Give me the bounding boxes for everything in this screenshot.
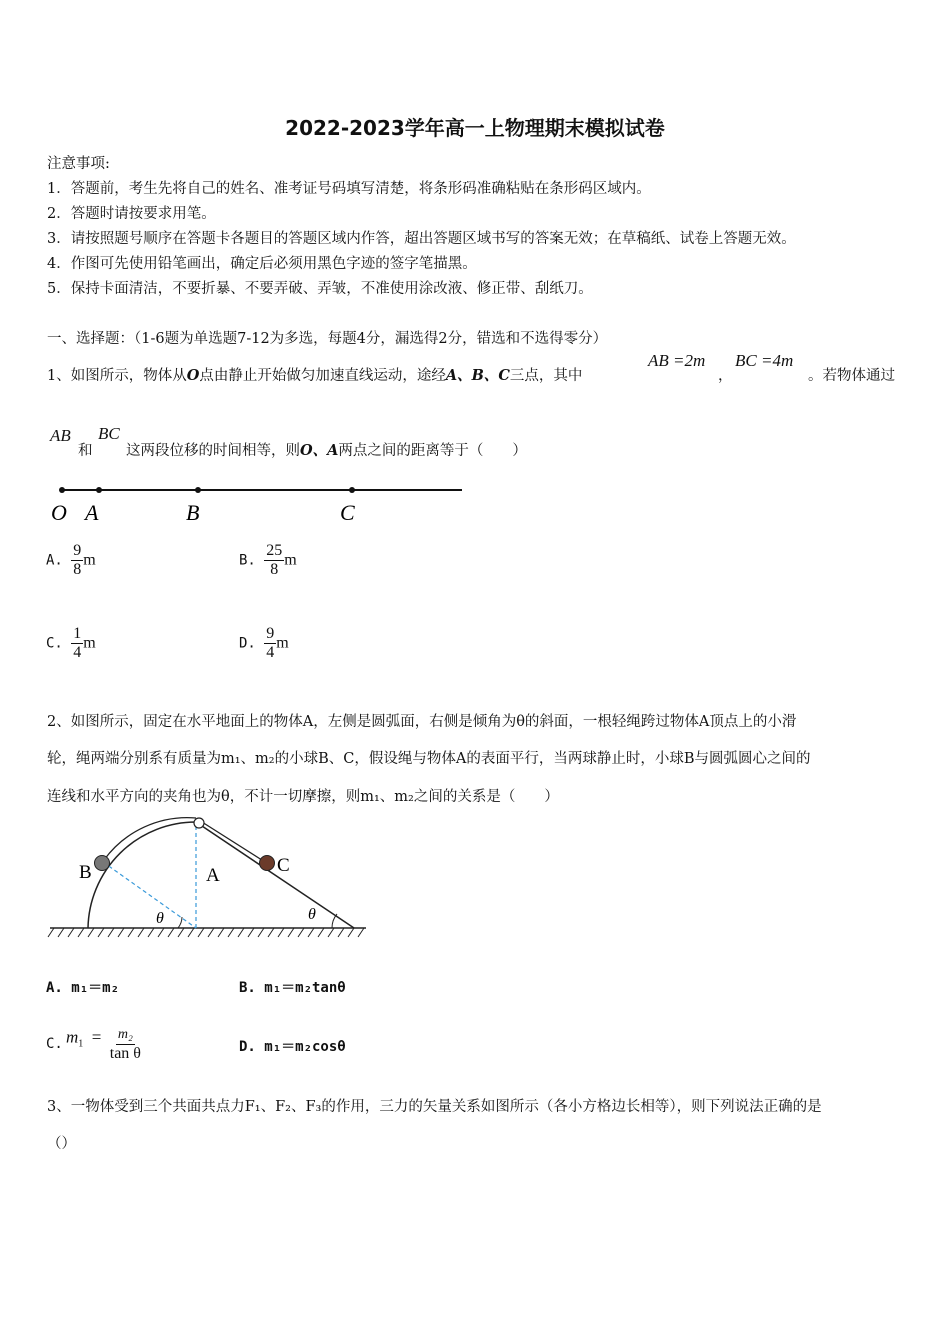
notice-item-1: 1．答题前，考生先将自己的姓名、准考证号码填写清楚，将条形码准确粘贴在条形码区域内。 [47,181,651,197]
q1-line-1: 1、如图所示，物体从O点由静止开始做匀加速直线运动，途经A、B、C三点，其中 [47,367,583,384]
q1-option-a[interactable]: A. $\frac{9}{8}$ m [46,542,96,578]
fraction: $\frac{9}{8}$ [73,542,82,578]
fraction: $\frac{\text{m₂}}{\text{tan θ}}$ [109,1027,141,1062]
notice-item-3: 3．请按照题号顺序在答题卡各题目的答题区域内作答，超出答题区域书写的答案无效；在草稿纸、试卷上答题无效。 [47,231,796,247]
q1-ab-label: AB [50,426,71,445]
point-o [59,487,65,493]
q1-comma: ， [718,368,733,384]
fraction: $\frac{9}{4}$ [266,625,275,661]
label-theta-right: θ [308,906,316,923]
point-b [195,487,201,493]
rope-incline [202,822,265,862]
label-c: C [277,855,290,876]
angle-arc-left [178,917,182,928]
q1-line-2: 这两段位移的时间相等，则O、A两点之间的距离等于（ ） [126,442,527,459]
q1-eq-ab: AB =2m [648,351,706,370]
notice-item-2: 2．答题时请按要求用笔。 [47,206,216,222]
ball-b [95,856,110,871]
q1-option-d[interactable]: D. $\frac{9}{4}$ m [239,625,289,661]
q3-line-1: 3、一物体受到三个共面共点力F₁、F₂、F₃的作用，三力的矢量关系如图所示（各小方格边长相等），则下列说法正确的是 [47,1099,822,1115]
notice-heading: 注意事项: [47,156,110,172]
q2-line-2: 轮，绳两端分别系有质量为m₁、m₂的小球B、C，假设绳与物体A的表面平行，当两球静止时，小球B与圆弧圆心之间的 [47,751,811,767]
q2-option-a[interactable]: A. m₁＝m₂ [46,980,120,996]
q1-option-c[interactable]: C. $\frac{1}{4}$ m [46,625,96,661]
q1-eq-bc: BC =4m [735,351,794,370]
label-o: O [51,500,67,525]
page-title: 2022-2023学年高一上物理期末模拟试卷 [285,116,665,140]
label-a: A [206,865,220,886]
fraction: $\frac{1}{4}$ [73,625,82,661]
q2-option-b[interactable]: B. m₁＝m₂tanθ [239,980,346,996]
q1-line-1-end: 。若物体通过 [808,368,895,384]
q1-and: 和 [78,443,93,459]
q2-option-c[interactable]: C. $m_1$ = $\frac{\text{m₂}}{\text{tan θ}}$ [46,1012,63,1028]
point-a [96,487,102,493]
q2-option-c-formula: $m_1$ = $\frac{\text{m₂}}{\text{tan θ}}$ [66,1027,141,1062]
label-a: A [85,500,99,525]
fraction: $\frac{25}{8}$ [266,542,283,578]
q2-option-d[interactable]: D. m₁＝m₂cosθ [239,1039,346,1055]
rope-arc [104,818,196,860]
point-c [349,487,355,493]
label-b: B [79,862,92,883]
label-c: C [340,500,355,525]
q2-incline-diagram [40,810,380,945]
label-b: B [186,500,200,525]
q1-bc-label: BC [98,424,120,443]
q1-line-diagram [40,478,480,528]
q1-option-b[interactable]: B. $\frac{25}{8}$ m [239,542,297,578]
notice-item-4: 4．作图可先使用铅笔画出，确定后必须用黑色字迹的签字笔描黑。 [47,256,477,272]
ground-hatching [48,928,366,937]
label-theta-left: θ [156,910,164,927]
ball-c [260,856,275,871]
pulley [194,818,204,828]
q2-line-1: 2、如图所示，固定在水平地面上的物体A，左侧是圆弧面，右侧是倾角为θ的斜面，一根轻绳跨过物体A顶点上的小滑 [47,714,797,730]
q3-line-2: （） [47,1136,76,1152]
section-heading: 一、选择题：（1-6题为单选题7-12为多选，每题4分，漏选得2分，错选和不选得零分） [47,331,608,347]
q2-line-3: 连线和水平方向的夹角也为θ，不计一切摩擦，则m₁、m₂之间的关系是（ ） [47,789,559,805]
notice-item-5: 5．保持卡面清洁，不要折暴、不要弄破、弄皱，不准使用涂改液、修正带、刮纸刀。 [47,281,593,297]
